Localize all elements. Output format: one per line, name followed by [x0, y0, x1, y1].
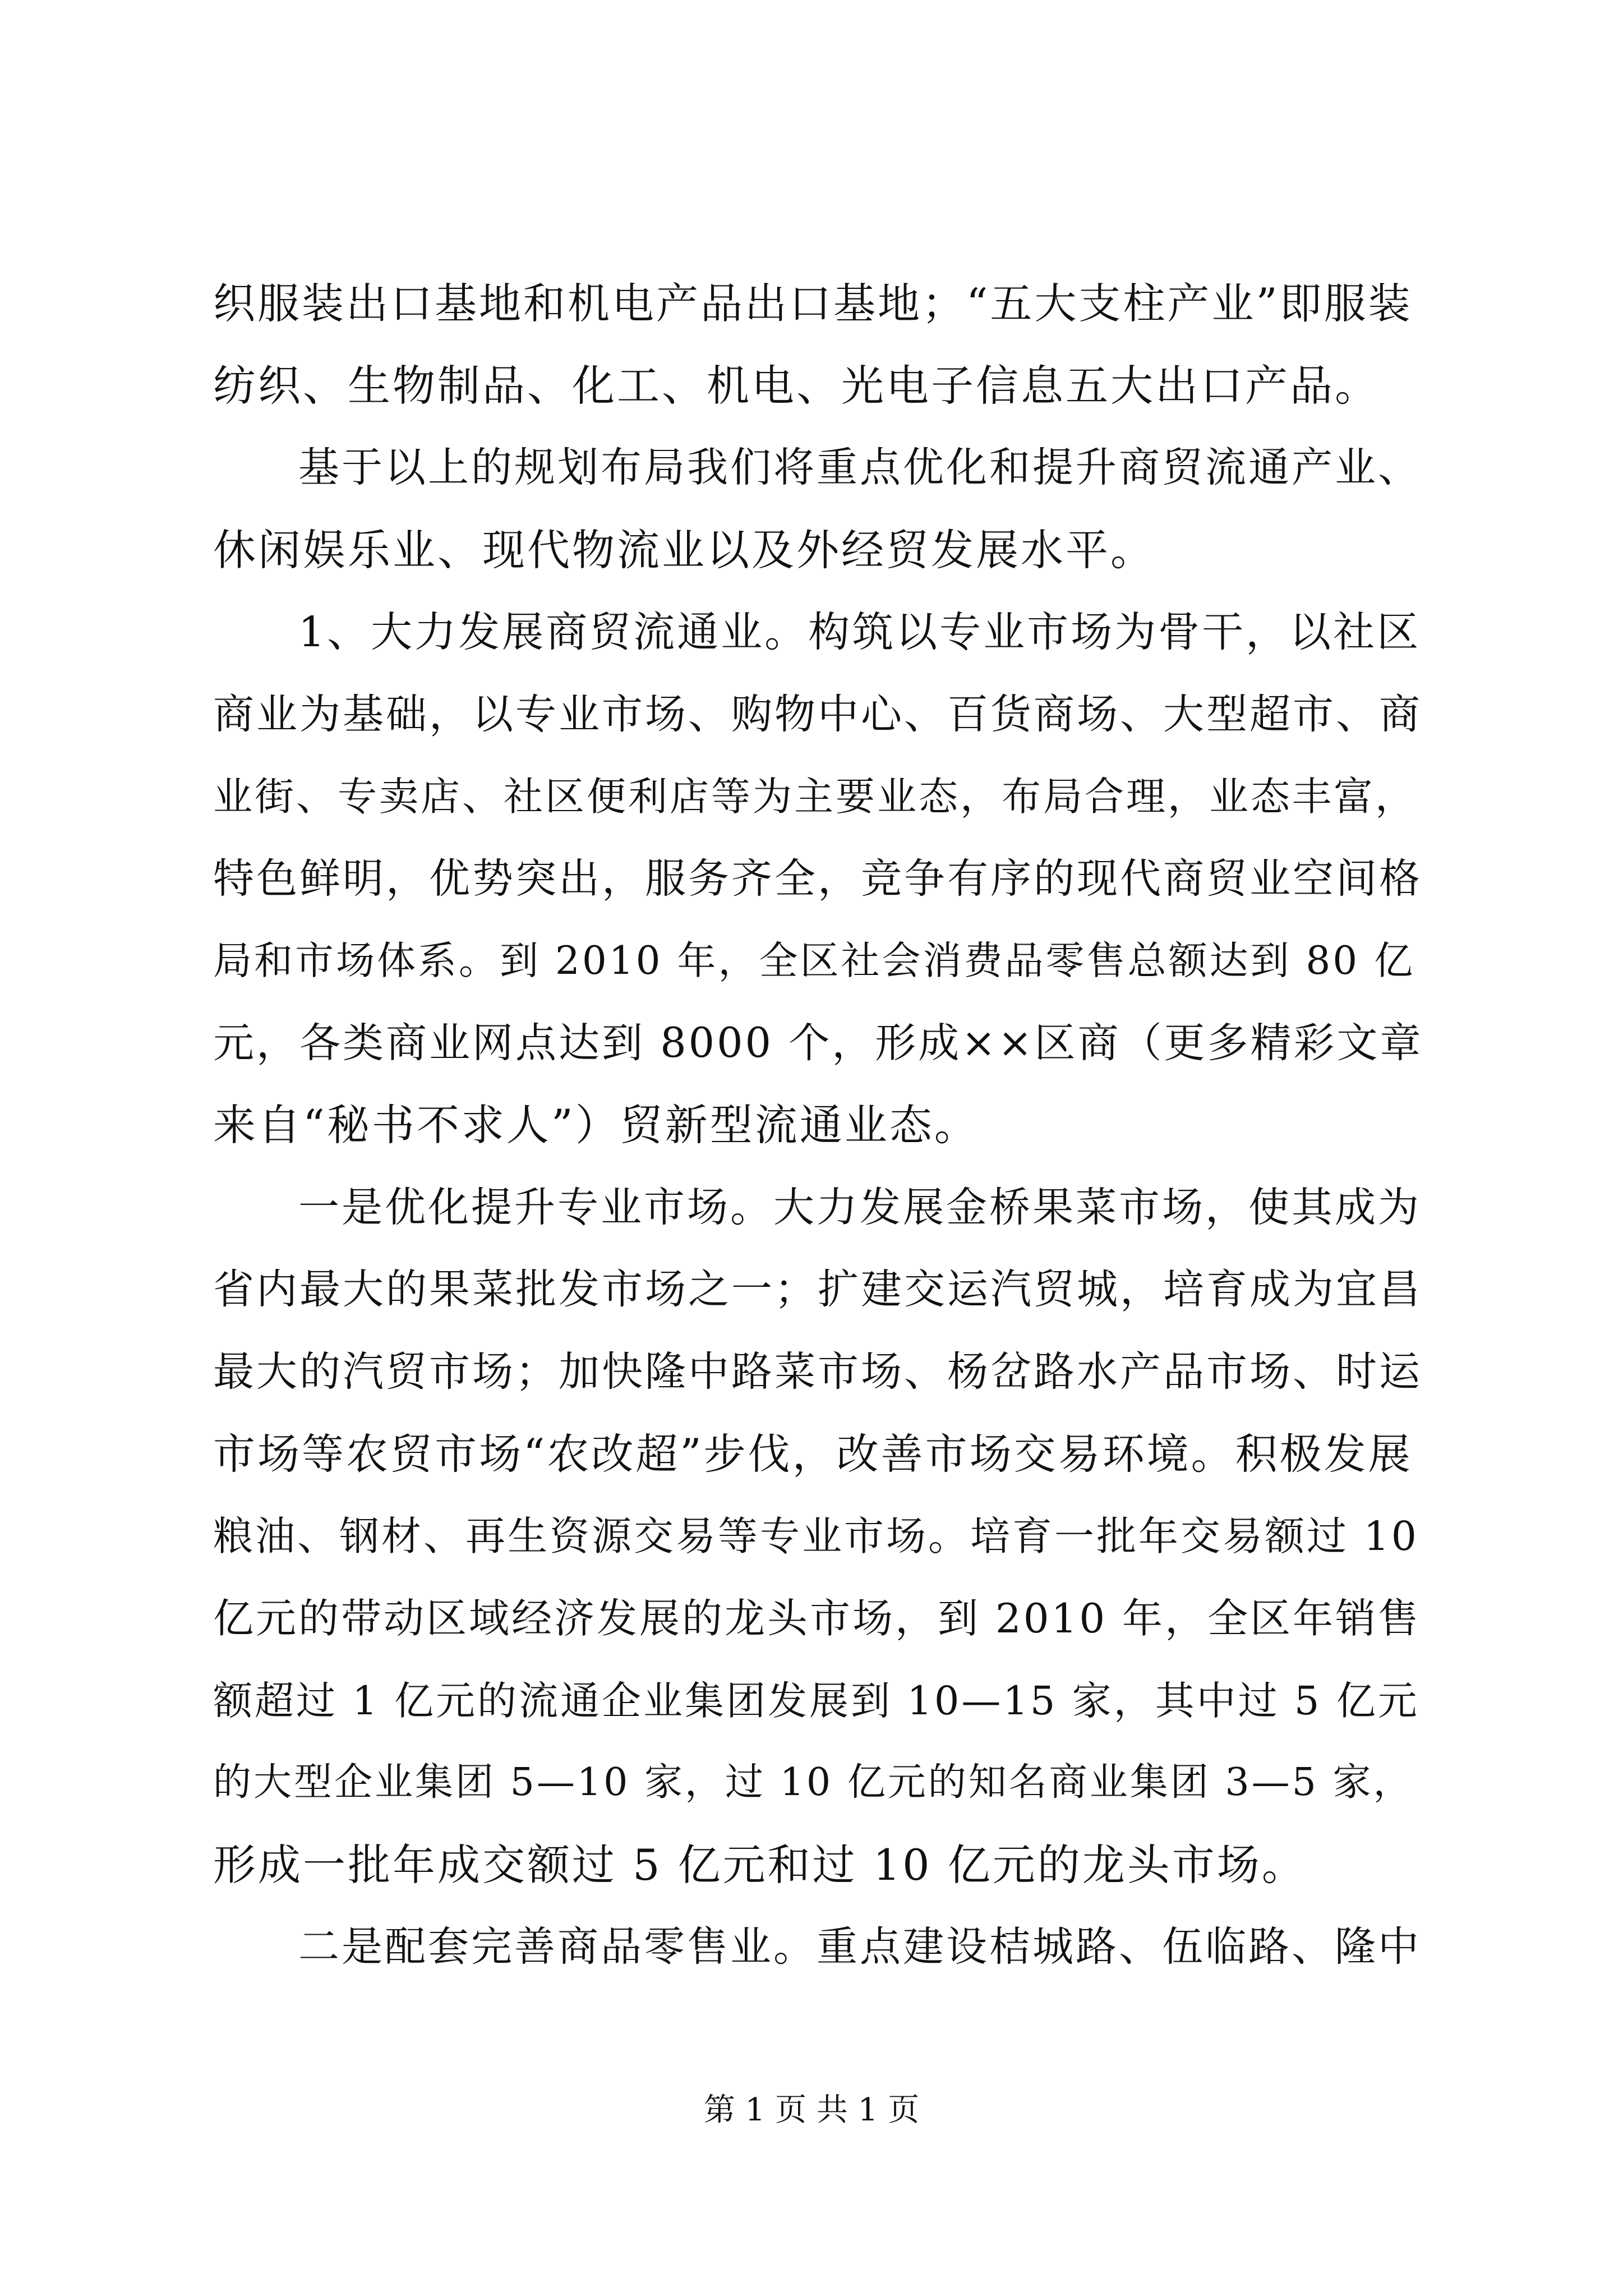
text-line: 元，各类商业网点达到 8000 个，形成××区商（更多精彩文章: [213, 1019, 1423, 1067]
text-line: 额超过 1 亿元的流通企业集团发展到 10—15 家，其中过 5 亿元: [213, 1677, 1419, 1724]
text-line: 1、大力发展商贸流通业。构筑以专业市场为骨干，以社区: [298, 608, 1421, 656]
text-line: 市场等农贸市场“农改超”步伐，改善市场交易环境。积极发展: [213, 1429, 1413, 1479]
text-line: 休闲娱乐业、现代物流业以及外经贸发展水平。: [213, 524, 1155, 575]
text-line: 纺织、生物制品、化工、机电、光电子信息五大出口产品。: [213, 360, 1380, 411]
text-line: 省内最大的果菜批发市场之一；扩建交运汽贸城，培育成为宜昌: [213, 1266, 1422, 1313]
text-line: 特色鲜明，优势突出，服务齐全，竞争有序的现代商贸业空间格: [213, 854, 1422, 903]
text-line: 来自“秘书不求人”）贸新型流通业态。: [213, 1100, 979, 1150]
text-line: 二是配套完善商品零售业。重点建设桔城路、伍临路、隆中: [298, 1923, 1421, 1971]
text-line: 基于以上的规划布局我们将重点优化和提升商贸流通产业、: [298, 444, 1421, 491]
page-footer: 第 1 页 共 1 页: [703, 2092, 920, 2128]
text-line: 一是优化提升专业市场。大力发展金桥果菜市场，使其成为: [298, 1183, 1421, 1231]
text-line: 形成一批年成交额过 5 亿元和过 10 亿元的龙头市场。: [213, 1839, 1307, 1890]
text-line: 织服装出口基地和机电产品出口基地；“五大支柱产业”即服装: [213, 279, 1413, 328]
text-line: 亿元的带动区域经济发展的龙头市场，到 2010 年，全区年销售: [213, 1595, 1421, 1642]
text-line: 的大型企业集团 5—10 家，过 10 亿元的知名商业集团 3—5 家，: [213, 1760, 1414, 1805]
text-line: 局和市场体系。到 2010 年，全区社会消费品零售总额达到 80 亿: [213, 938, 1415, 983]
document-body: [213, 263, 1424, 1989]
text-line: 商业为基础，以专业市场、购物中心、百货商场、大型超市、商: [213, 690, 1422, 738]
text-line: 业街、专卖店、社区便利店等为主要业态，布局合理，业态丰富，: [213, 774, 1417, 820]
text-line: 最大的汽贸市场；加快隆中路菜市场、杨岔路水产品市场、时运: [213, 1347, 1422, 1396]
text-line: 粮油、钢材、再生资源交易等专业市场。培育一批年交易额过 10: [213, 1512, 1419, 1559]
